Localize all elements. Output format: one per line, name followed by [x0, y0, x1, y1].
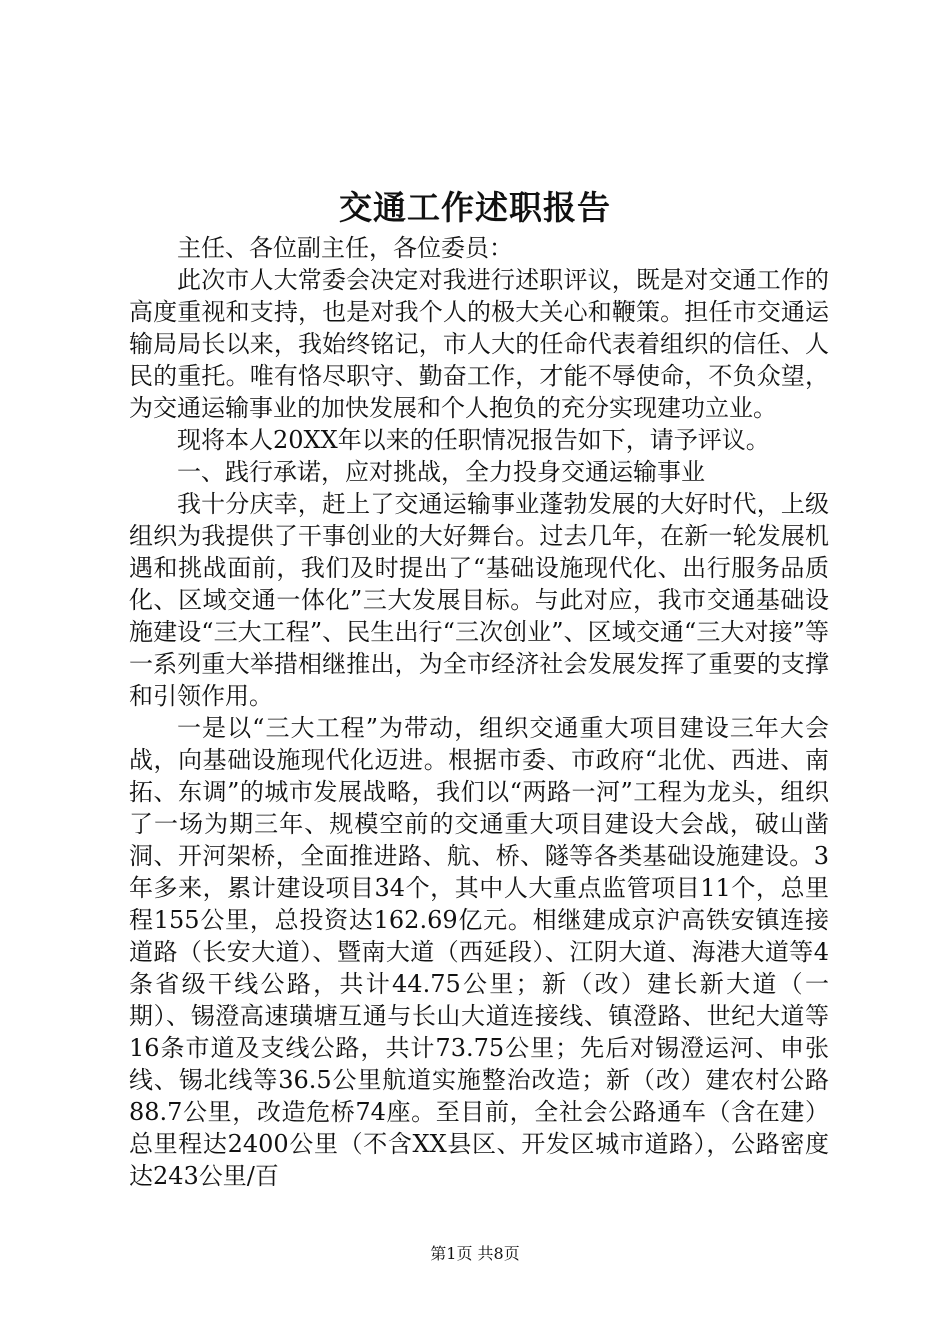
paragraph-projects: 一是以“三大工程”为带动，组织交通重大项目建设三年大会战，向基础设施现代化迈进。根据市委、市政府“北优、西进、南拓、东调”的城市发展战略，我们以“两路一河”工程为龙头，组织了一场为期三年、规模空前的交通重大项目建设大会战，破山凿洞、开河架桥，全面推进路、航、桥、隧等各类基础设施建设。3年多来，累计建设项目34个，其中人大重点监管项目11个，总里程155公里，总投资达162.69亿元。相继建成京沪高铁安镇连接道路（长安大道）、暨南大道（西延段）、江阴大道、海港大道等4条省级干线公路，共计44.75公里；新（改）建长新大道（一期）、锡澄高速璜塘互通与长山大道连接线、镇澄路、世纪大道等16条市道及支线公路，共计73.75公里；先后对锡澄运河、申张线、锡北线等36.5公里航道实施整治改造；新（改）建农村公路88.7公里，改造危桥74座。至目前，全社会公路通车（含在建）总里程达2400公里（不含XX县区、开发区城市道路），公路密度达243公里/百 [129, 714, 829, 1190]
section-heading-1: 一、践行承诺，应对挑战，全力投身交通运输事业 [177, 458, 705, 486]
paragraph-intro: 此次市人大常委会决定对我进行述职评议，既是对交通工作的高度重视和支持，也是对我个人的极大关心和鞭策。担任市交通运输局局长以来，我始终铭记，市人大的任命代表着组织的信任、人民的重托。唯有恪尽职守、勤奋工作，才能不辱使命，不负众望，为交通运输事业的加快发展和个人抱负的充分实现建功立业。 [129, 266, 829, 422]
document-title: 交通工作述职报告 [339, 188, 611, 227]
paragraph-goals: 我十分庆幸，赶上了交通运输事业蓬勃发展的大好时代，上级组织为我提供了干事创业的大好舞台。过去几年，在新一轮发展机遇和挑战面前，我们及时提出了“基础设施现代化、出行服务品质化、区域交通一体化”三大发展目标。与此对应，我市交通基础设施建设“三大工程”、民生出行“三次创业”、区域交通“三大对接”等一系列重大举措相继推出，为全市经济社会发展发挥了重要的支撑和引领作用。 [129, 490, 829, 710]
document-body [129, 232, 829, 1192]
paragraph-report-note: 现将本人20XX年以来的任职情况报告如下，请予评议。 [177, 426, 770, 454]
paragraph-salutation: 主任、各位副主任，各位委员： [177, 234, 513, 262]
page-number-footer: 第1页 共8页 [430, 1244, 520, 1263]
